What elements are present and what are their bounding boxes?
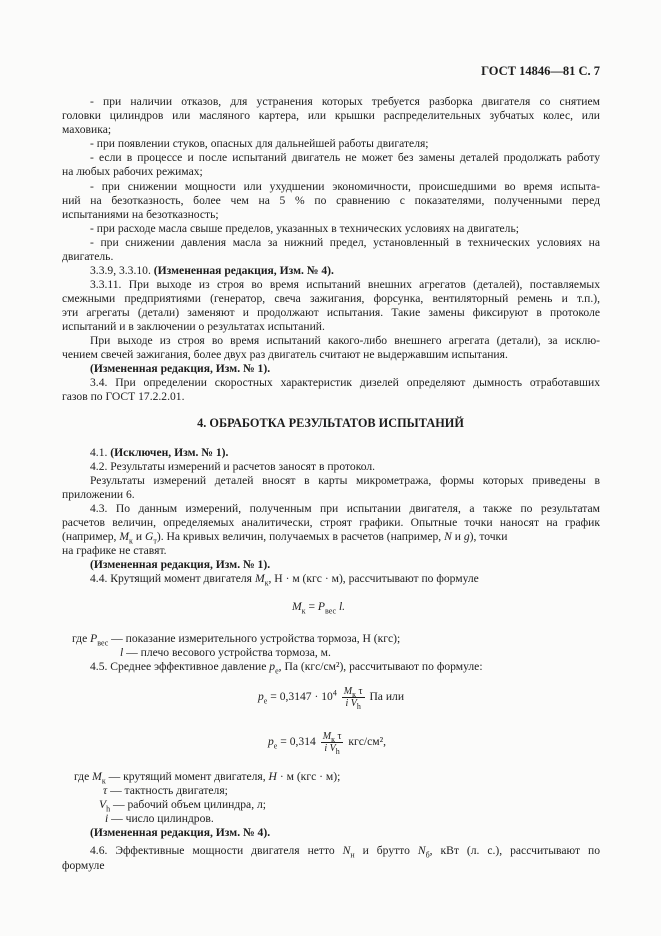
text-line: - при снижении мощности или ухудшении экономичности, происшедшими во время испыта- [90, 180, 600, 193]
formula-pressure-kgf: $p_e = 0,314$ $\frac{M_к \tau}{i V_h}$ кгс/см², [268, 731, 387, 756]
text-line: двигатель. [62, 250, 114, 263]
text-line: - при расходе масла свыше пределов, указанных в технических условиях на двигатель; [90, 222, 519, 235]
where-item: $V_h$ — рабочий объем цилиндра, л; [99, 798, 266, 814]
text-line: формуле [62, 859, 105, 872]
where-item: l — плечо весового устройства тормоза, м. [120, 646, 331, 659]
clause-4-6: 4.6. Эффективные мощности двигателя нетто $N_н$ и брутто $N_б$, кВт (л. с.), рассчитывают по [90, 844, 600, 860]
where-item: τ — тактность двигателя; [103, 784, 228, 797]
text-line: - при появлении стуков, опасных для дальнейшей работы двигателя; [90, 137, 429, 150]
clause-4-5: 4.5. Среднее эффективное давление $p_e$, Па (кгс/см²), рассчитывают по формуле: [90, 660, 483, 676]
text-line: расчетов величин, определяемых аналитически, строят графики. Опытные точки наносят на график [62, 516, 600, 529]
text-line: на графике не ставят. [62, 544, 167, 557]
text-line: испытаниями на безотказность; [62, 208, 219, 221]
where-item: i — число цилиндров. [105, 812, 214, 825]
where-item: где $M_к$ — крутящий момент двигателя, H · м (кгс · м); [74, 770, 341, 786]
clause-4-4: 4.4. Крутящий момент двигателя $M_к$, Н · м (кгс · м), рассчитывают по формуле [90, 572, 479, 588]
text-line: 3.3.11. При выходе из строя во время испытаний внешних агрегатов (деталей), поставляемых [90, 278, 600, 291]
text-line: При выходе из строя во время испытаний какого-либо внешнего агрегата (детали), за исклю- [90, 334, 600, 347]
text-line: - при снижении давления масла за нижний предел, установленный в технических условиях на [90, 236, 600, 249]
text-line: 4.3. По данным измерений, полученным при испытании двигателя, а также по результатам [90, 502, 600, 515]
amendment-note: (Исключен, Изм. № 1). [110, 446, 229, 459]
text-line: Результаты измерений деталей вносят в карты микрометража, формы которых приведены в [90, 474, 600, 487]
text-line: газов по ГОСТ 17.2.2.01. [62, 390, 185, 403]
section-title: 4. ОБРАБОТКА РЕЗУЛЬТАТОВ ИСПЫТАНИЙ [197, 416, 464, 430]
text-line: испытаний и в заключении о результатах испытаний. [62, 320, 325, 333]
amendment-note: (Измененная редакция, Изм. № 1). [90, 362, 271, 375]
text-line: - если в процессе и после испытаний двигатель не может без замены деталей продолжать работу [90, 151, 600, 164]
amendment-note: (Измененная редакция, Изм. № 4). [90, 826, 271, 839]
text-line: эти агрегаты (детали) заменяют и продолжают испытания. Такие замены фиксируют в протоколе [62, 306, 600, 319]
fraction: $\frac{M_к \tau}{i V_h}$ [322, 731, 342, 756]
clause-number: 4.1. [90, 446, 108, 459]
fraction: $\frac{M_к \tau}{i V_h}$ [343, 686, 363, 711]
page-header: ГОСТ 14846—81 С. 7 [481, 64, 600, 78]
text-line: - при наличии отказов, для устранения которых требуется разборка двигателя со снятием [90, 95, 600, 108]
text-line: головки цилиндров или масляного картера, или крышки распределительных зубчатых колес, или [62, 109, 600, 122]
text-line: смежными предприятиями (генератор, свеча зажигания, форсунка, вентиляторный ремень и т.п.), [62, 292, 600, 305]
text-line: маховика; [62, 123, 112, 136]
text-line: чением свечей зажигания, более двух раз двигатель считают не выдержавшим испытания. [62, 348, 508, 361]
amendment-line [90, 264, 628, 278]
text-line: ний на безотказность, более чем на 5 % по сравнению с показателями, полученными перед [62, 194, 600, 207]
formula-torque: $M_к = P_{вес}$ l. [292, 600, 346, 616]
formula-pressure-pa: $p_e = 0,3147 \cdot 10^4$ $\frac{M_к \tau}{i V_h}$ Па или [258, 686, 405, 711]
amendment-note: (Измененная редакция, Изм. № 4). [153, 264, 334, 277]
clause-number: 3.3.9, 3.3.10. [90, 264, 151, 277]
where-item: где $P_{вес}$ — показание измерительного устройства тормоза, Н (кгс); [72, 632, 401, 648]
text-line: приложении 6. [62, 488, 135, 501]
text-line: 4.2. Результаты измерений и расчетов заносят в протокол. [90, 460, 376, 473]
amendment-note: (Измененная редакция, Изм. № 1). [90, 558, 271, 571]
text-line: на любых рабочих режимах; [62, 165, 203, 178]
text-line: 3.4. При определении скоростных характеристик дизелей определяют дымность отработавших [90, 376, 600, 389]
text-line-with-symbols: (например, $M_к$ и $G_т$). На кривых величин, получаемых в расчетов (например, N и g), точки [62, 530, 508, 546]
clause-4-1 [90, 446, 628, 460]
